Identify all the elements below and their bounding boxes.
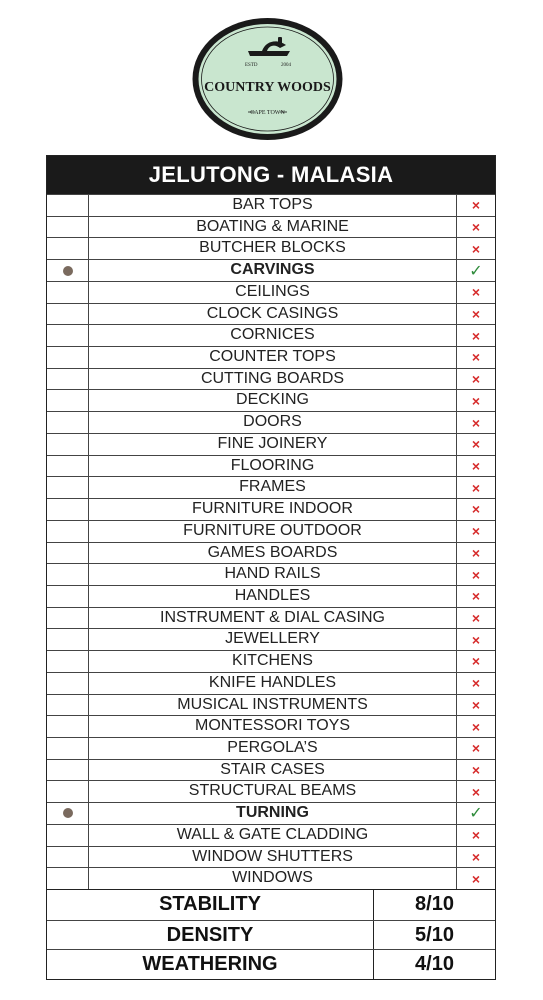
suitability-cell: [457, 369, 495, 390]
usage-name: FINE JOINERY: [89, 434, 457, 455]
usage-row: [47, 672, 495, 694]
wood-usage-sheet: [46, 155, 496, 980]
cross-icon: ×: [471, 436, 481, 453]
suitability-cell: [457, 325, 495, 346]
suitability-cell: [457, 629, 495, 650]
usage-row: [47, 780, 495, 802]
indicator-cell: [47, 260, 89, 281]
usage-name: KITCHENS: [89, 651, 457, 672]
indicator-cell: [47, 803, 89, 824]
cross-icon: ×: [471, 544, 481, 561]
indicator-cell: [47, 760, 89, 781]
suitability-cell: [457, 238, 495, 259]
usage-name: FLOORING: [89, 456, 457, 477]
suitability-cell: [457, 673, 495, 694]
cross-icon: ×: [471, 371, 481, 388]
usage-name: CORNICES: [89, 325, 457, 346]
suitability-cell: [457, 543, 495, 564]
rating-row: [47, 890, 495, 920]
indicator-cell: [47, 564, 89, 585]
usage-name: CUTTING BOARDS: [89, 369, 457, 390]
cross-icon: ×: [471, 457, 481, 474]
rating-value: 4/10: [415, 953, 454, 975]
cross-icon: ×: [471, 523, 481, 540]
suitability-cell: [457, 434, 495, 455]
cross-icon: ×: [471, 718, 481, 735]
estd-year: 2004: [281, 63, 291, 68]
cross-icon: ×: [471, 501, 481, 518]
indicator-cell: [47, 716, 89, 737]
suitability-cell: [457, 282, 495, 303]
usage-name: FURNITURE OUTDOOR: [89, 521, 457, 542]
suitability-cell: [457, 738, 495, 759]
usage-name: JEWELLERY: [89, 629, 457, 650]
cross-icon: ×: [471, 566, 481, 583]
rating-row: [47, 920, 495, 950]
cross-icon: ×: [471, 653, 481, 670]
indicator-cell: [47, 543, 89, 564]
suitability-cell: [457, 499, 495, 520]
usage-name: CEILINGS: [89, 282, 457, 303]
indicator-cell: [47, 738, 89, 759]
indicator-cell: [47, 825, 89, 846]
cross-icon: ×: [471, 675, 481, 692]
usage-row: [47, 520, 495, 542]
usage-name: MONTESSORI TOYS: [89, 716, 457, 737]
suitability-cell: [457, 347, 495, 368]
cross-icon: ×: [471, 827, 481, 844]
usage-row: [47, 476, 495, 498]
suitability-cell: [457, 868, 495, 889]
cross-icon: ×: [471, 284, 481, 301]
suitability-cell: [457, 586, 495, 607]
usage-row: [47, 281, 495, 303]
usage-name: FRAMES: [89, 477, 457, 498]
cross-icon: ×: [471, 870, 481, 887]
rating-value: 5/10: [415, 923, 454, 946]
cross-icon: ×: [471, 631, 481, 648]
suitability-cell: [457, 564, 495, 585]
indicator-cell: [47, 195, 89, 216]
cross-icon: ×: [471, 848, 481, 865]
suitability-cell: [457, 456, 495, 477]
indicator-cell: [47, 629, 89, 650]
usage-row: [47, 455, 495, 477]
cross-icon: ×: [471, 392, 481, 409]
cross-icon: ×: [471, 479, 481, 496]
sheet-title: JELUTONG - MALASIA: [47, 156, 495, 194]
cross-icon: ×: [471, 349, 481, 366]
usage-name: FURNITURE INDOOR: [89, 499, 457, 520]
indicator-cell: [47, 695, 89, 716]
usage-row: [47, 237, 495, 259]
usage-row: [47, 389, 495, 411]
usage-row: [47, 194, 495, 216]
suitability-cell: [457, 608, 495, 629]
rating-label: WEATHERING: [47, 950, 374, 979]
usage-list: [47, 194, 495, 889]
usage-name: CARVINGS: [89, 260, 457, 281]
country-woods-logo: [190, 15, 345, 143]
suitability-cell: [457, 304, 495, 325]
usage-name: CLOCK CASINGS: [89, 304, 457, 325]
indicator-cell: [47, 434, 89, 455]
usage-name: KNIFE HANDLES: [89, 673, 457, 694]
cross-icon: ×: [471, 762, 481, 779]
indicator-cell: [47, 477, 89, 498]
suitability-cell: [457, 781, 495, 802]
rating-label: STABILITY: [47, 890, 374, 920]
usage-name: WINDOWS: [89, 868, 457, 889]
usage-row: [47, 867, 495, 889]
cross-icon: ×: [471, 305, 481, 322]
usage-name: MUSICAL INSTRUMENTS: [89, 695, 457, 716]
usage-name: WINDOW SHUTTERS: [89, 847, 457, 868]
usage-row: [47, 628, 495, 650]
bullet-dot-icon: [63, 808, 73, 818]
usage-row: [47, 737, 495, 759]
cross-icon: ×: [471, 696, 481, 713]
usage-name: WALL & GATE CLADDING: [89, 825, 457, 846]
suitability-cell: [457, 651, 495, 672]
cross-icon: ×: [471, 610, 481, 627]
rating-label: DENSITY: [47, 921, 374, 950]
indicator-cell: [47, 390, 89, 411]
suitability-cell: [457, 760, 495, 781]
usage-name: HAND RAILS: [89, 564, 457, 585]
usage-row: [47, 759, 495, 781]
usage-name: TURNING: [89, 803, 457, 824]
indicator-cell: [47, 412, 89, 433]
cross-icon: ×: [471, 414, 481, 431]
suitability-cell: [457, 390, 495, 411]
indicator-cell: [47, 347, 89, 368]
indicator-cell: [47, 217, 89, 238]
indicator-cell: [47, 781, 89, 802]
indicator-cell: [47, 456, 89, 477]
indicator-cell: [47, 325, 89, 346]
suitability-cell: [457, 847, 495, 868]
suitability-cell: [457, 803, 495, 824]
usage-name: COUNTER TOPS: [89, 347, 457, 368]
estd-label: ESTD: [245, 63, 258, 68]
usage-row: [47, 563, 495, 585]
usage-row: [47, 715, 495, 737]
logo-badge: [190, 15, 345, 143]
check-icon: ✓: [469, 262, 483, 280]
usage-name: DECKING: [89, 390, 457, 411]
rating-row: [47, 949, 495, 979]
logo-location: CAPE TOWN: [250, 110, 285, 116]
indicator-cell: [47, 369, 89, 390]
indicator-cell: [47, 651, 89, 672]
logo-brand-name: COUNTRY WOODS: [204, 80, 331, 95]
indicator-cell: [47, 499, 89, 520]
usage-row: [47, 216, 495, 238]
usage-name: STAIR CASES: [89, 760, 457, 781]
usage-row: [47, 259, 495, 281]
indicator-cell: [47, 586, 89, 607]
cross-icon: ×: [471, 327, 481, 344]
suitability-cell: [457, 195, 495, 216]
cross-icon: ×: [471, 740, 481, 757]
usage-row: [47, 802, 495, 824]
usage-row: [47, 824, 495, 846]
suitability-cell: [457, 412, 495, 433]
indicator-cell: [47, 304, 89, 325]
usage-row: [47, 324, 495, 346]
usage-name: DOORS: [89, 412, 457, 433]
usage-row: [47, 498, 495, 520]
usage-name: INSTRUMENT & DIAL CASING: [89, 608, 457, 629]
cross-icon: ×: [471, 197, 481, 214]
cross-icon: ×: [471, 219, 481, 236]
usage-row: [47, 303, 495, 325]
usage-row: [47, 368, 495, 390]
indicator-cell: [47, 282, 89, 303]
suitability-cell: [457, 716, 495, 737]
usage-row: [47, 650, 495, 672]
cross-icon: ×: [471, 783, 481, 800]
suitability-cell: [457, 695, 495, 716]
usage-row: [47, 433, 495, 455]
usage-name: BAR TOPS: [89, 195, 457, 216]
indicator-cell: [47, 847, 89, 868]
cross-icon: ×: [471, 588, 481, 605]
indicator-cell: [47, 521, 89, 542]
usage-row: [47, 411, 495, 433]
check-icon: ✓: [469, 805, 483, 823]
cross-icon: ×: [471, 240, 481, 257]
suitability-cell: [457, 521, 495, 542]
usage-name: BOATING & MARINE: [89, 217, 457, 238]
usage-name: STRUCTURAL BEAMS: [89, 781, 457, 802]
indicator-cell: [47, 673, 89, 694]
usage-row: [47, 346, 495, 368]
usage-row: [47, 846, 495, 868]
usage-row: [47, 694, 495, 716]
suitability-cell: [457, 217, 495, 238]
usage-name: HANDLES: [89, 586, 457, 607]
ratings-table: [47, 889, 495, 979]
indicator-cell: [47, 868, 89, 889]
indicator-cell: [47, 608, 89, 629]
indicator-cell: [47, 238, 89, 259]
bullet-dot-icon: [63, 266, 73, 276]
usage-name: BUTCHER BLOCKS: [89, 238, 457, 259]
suitability-cell: [457, 260, 495, 281]
usage-row: [47, 607, 495, 629]
usage-row: [47, 542, 495, 564]
usage-name: GAMES BOARDS: [89, 543, 457, 564]
rating-value: 8/10: [415, 893, 454, 915]
usage-name: PERGOLA’S: [89, 738, 457, 759]
suitability-cell: [457, 477, 495, 498]
usage-row: [47, 585, 495, 607]
suitability-cell: [457, 825, 495, 846]
